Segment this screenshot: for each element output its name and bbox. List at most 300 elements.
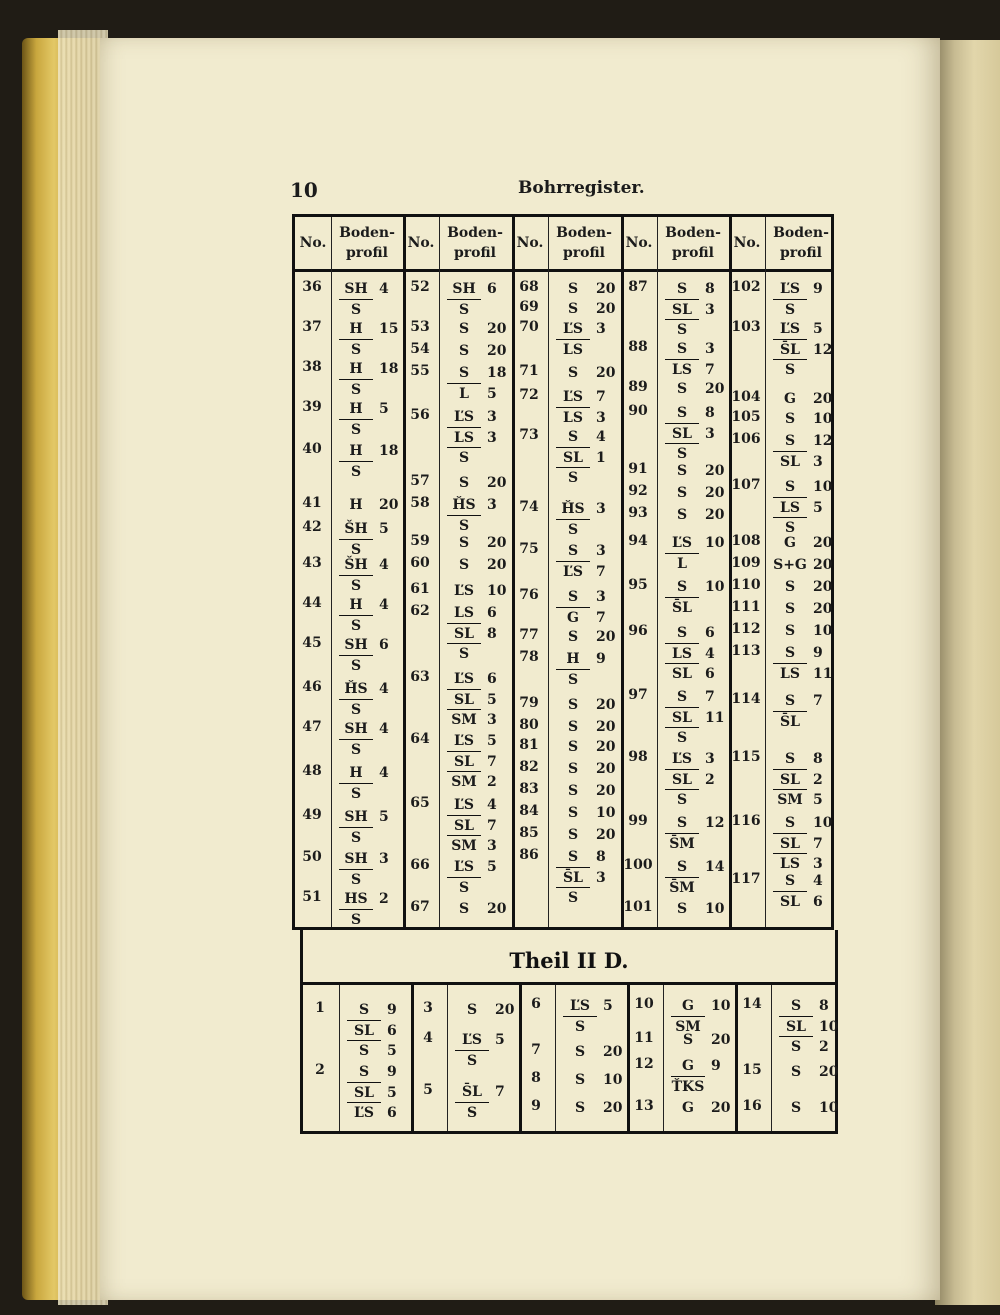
layer-thickness: 5	[813, 321, 823, 337]
layer-thickness: 5	[387, 1085, 397, 1101]
soil-code: SH	[344, 809, 368, 825]
soil-profile	[665, 339, 715, 379]
profile-layer	[447, 795, 497, 815]
layer-thickness: 8	[487, 626, 497, 642]
soil-profile	[339, 555, 389, 595]
layer-thickness: 18	[487, 365, 507, 381]
bore-number: 56	[410, 407, 430, 423]
profile-layer	[347, 1020, 397, 1040]
soil-code: S̄M	[665, 877, 699, 898]
soil-code: S	[339, 461, 373, 482]
profile-layer	[773, 279, 823, 299]
soil-code: S	[556, 669, 590, 690]
profile-layer	[339, 615, 379, 635]
layer-thickness: 14	[705, 859, 725, 875]
bore-number: 13	[634, 1098, 654, 1114]
profile-layer	[447, 689, 497, 709]
profile-layer	[447, 603, 497, 623]
layer-thickness: 4	[487, 797, 497, 813]
soil-code: S	[556, 467, 590, 488]
bore-number: 97	[628, 687, 648, 703]
profile-layer	[339, 461, 379, 481]
bore-number: 107	[731, 477, 761, 493]
soil-code: SH	[344, 721, 368, 737]
soil-profile	[773, 555, 832, 575]
header-no: No.	[733, 235, 761, 251]
soil-code: S	[567, 301, 579, 317]
soil-code: S	[458, 557, 470, 573]
soil-code: S	[574, 1100, 586, 1116]
layer-thickness: 2	[487, 774, 497, 790]
profile-layer	[339, 699, 379, 719]
layer-thickness: 20	[596, 281, 616, 297]
bore-number: 92	[628, 483, 648, 499]
bore-number: 87	[628, 279, 648, 295]
soil-code: S	[358, 1002, 370, 1018]
profile-layer	[779, 1098, 838, 1118]
profile-layer	[556, 717, 615, 737]
profile-layer	[339, 827, 379, 847]
profile-layer	[556, 627, 615, 647]
soil-profile	[556, 299, 615, 319]
soil-profile	[665, 687, 724, 747]
bore-number: 108	[731, 533, 761, 549]
header-profile	[548, 223, 620, 263]
soil-profile	[556, 759, 615, 779]
profile-layer	[773, 339, 832, 359]
layer-thickness: 20	[603, 1044, 623, 1060]
soil-code: S	[339, 909, 373, 930]
bore-number: 43	[302, 555, 322, 571]
profile-layer	[339, 399, 389, 419]
soil-code: G	[784, 535, 796, 551]
bore-number: 111	[731, 599, 761, 615]
bore-number: 113	[731, 643, 761, 659]
soil-code: S̄L	[462, 1084, 482, 1100]
profile-layer	[339, 783, 379, 803]
bore-number: 90	[628, 403, 648, 419]
soil-profile	[779, 1062, 838, 1082]
bore-number: 101	[623, 899, 653, 915]
profile-layer	[339, 575, 379, 595]
profile-layer	[556, 867, 606, 887]
soil-profile	[447, 341, 506, 361]
profile-layer	[665, 553, 705, 573]
profile-layer	[447, 299, 487, 319]
soil-code: S	[567, 281, 579, 297]
profile-layer	[339, 807, 389, 827]
bore-number: 115	[731, 749, 761, 765]
soil-profile	[339, 519, 389, 559]
bore-number: 93	[628, 505, 648, 521]
soil-code: S	[574, 1044, 586, 1060]
profile-layer	[671, 1076, 711, 1096]
bore-number: 53	[410, 319, 430, 335]
soil-code: SL	[773, 769, 807, 790]
bore-number: 91	[628, 461, 648, 477]
soil-code: S	[567, 697, 579, 713]
soil-profile	[347, 1062, 397, 1122]
soil-code: S	[347, 1040, 381, 1061]
soil-profile	[563, 1070, 622, 1090]
bore-number: 96	[628, 623, 648, 639]
layer-thickness: 3	[596, 870, 606, 886]
profile-layer	[339, 889, 389, 909]
layer-thickness: 9	[387, 1064, 397, 1080]
bore-number: 88	[628, 339, 648, 355]
profile-layer	[773, 853, 823, 873]
book-edge-right	[935, 40, 1000, 1305]
bore-number: 46	[302, 679, 322, 695]
soil-code: S	[447, 643, 481, 664]
layer-thickness: 2	[819, 1039, 829, 1055]
profile-layer	[347, 1040, 397, 1060]
soil-code: S	[779, 1036, 813, 1057]
bore-number: 12	[634, 1056, 654, 1072]
soil-code: S	[773, 359, 807, 380]
soil-code: ĽS	[454, 797, 474, 813]
profile-layer	[773, 711, 813, 731]
profile-layer	[773, 409, 832, 429]
soil-code: S	[682, 1032, 694, 1048]
soil-code: ĽS	[454, 733, 474, 749]
layer-thickness: 6	[379, 637, 389, 653]
soil-code: ĽS	[454, 859, 474, 875]
soil-code: ĽS	[563, 321, 583, 337]
profile-layer	[563, 1016, 603, 1036]
layer-thickness: 6	[487, 671, 497, 687]
profile-layer	[773, 643, 823, 663]
layer-thickness: 10	[813, 479, 833, 495]
profile-layer	[665, 461, 724, 481]
profile-layer	[556, 519, 596, 539]
profile-layer	[556, 541, 606, 561]
profile-layer	[671, 1030, 730, 1050]
profile-layer	[773, 769, 823, 789]
header-no: No.	[299, 235, 327, 251]
profile-layer	[455, 1030, 505, 1050]
layer-thickness: 18	[379, 443, 399, 459]
profile-layer	[665, 663, 715, 683]
soil-code: S̄L	[556, 867, 590, 888]
layer-thickness: 10	[813, 815, 833, 831]
bore-number: 103	[731, 319, 761, 335]
layer-thickness: 20	[596, 365, 616, 381]
soil-profile	[773, 749, 823, 809]
soil-profile	[339, 807, 389, 847]
soil-profile	[773, 871, 823, 911]
layer-thickness: 6	[387, 1105, 397, 1121]
profile-layer	[339, 339, 379, 359]
profile-layer	[556, 407, 606, 427]
bore-number: 54	[410, 341, 430, 357]
profile-layer	[665, 577, 724, 597]
layer-thickness: 10	[711, 998, 731, 1014]
soil-code: SL	[347, 1082, 381, 1103]
bore-number: 105	[731, 409, 761, 425]
bore-number: 85	[519, 825, 539, 841]
profile-layer	[773, 389, 832, 409]
soil-code: SL	[447, 689, 481, 710]
profile-layer	[773, 663, 832, 683]
profile-layer	[447, 581, 506, 601]
profile-layer	[563, 1098, 622, 1118]
layer-thickness: 20	[596, 827, 616, 843]
soil-code: LS	[665, 359, 699, 380]
soil-code: S	[676, 689, 688, 705]
soil-code: S	[339, 739, 373, 760]
bore-number: 70	[519, 319, 539, 335]
soil-code: LS	[556, 339, 590, 360]
soil-profile	[773, 643, 832, 683]
soil-code: ŤKS	[671, 1076, 705, 1097]
profile-layer	[447, 815, 497, 835]
bore-number: 76	[519, 587, 539, 603]
soil-profile	[665, 403, 715, 463]
bore-number: 60	[410, 555, 430, 571]
profile-layer	[773, 533, 832, 553]
layer-thickness: 20	[705, 381, 725, 397]
soil-code: ĽS	[454, 583, 474, 599]
column-rule	[447, 985, 448, 1131]
soil-profile	[773, 599, 832, 619]
profile-layer	[339, 595, 389, 615]
bore-number: 7	[531, 1042, 541, 1058]
bore-number: 74	[519, 499, 539, 515]
profile-layer	[447, 407, 497, 427]
layer-thickness: 11	[705, 710, 725, 726]
layer-thickness: 10	[819, 1100, 839, 1116]
header-profile-line: Boden-	[665, 225, 721, 241]
header-profile	[765, 223, 837, 263]
layer-thickness: 20	[487, 321, 507, 337]
header-profile-line: Boden-	[773, 225, 829, 241]
soil-code: S	[676, 281, 688, 297]
layer-thickness: 20	[487, 475, 507, 491]
profile-layer	[339, 555, 389, 575]
soil-profile	[556, 387, 606, 427]
bore-number: 15	[742, 1062, 762, 1078]
soil-profile	[339, 359, 398, 399]
bore-number: 47	[302, 719, 322, 735]
bore-number: 49	[302, 807, 322, 823]
soil-code: S̄M	[665, 833, 699, 854]
profile-layer	[339, 441, 398, 461]
bore-number: 84	[519, 803, 539, 819]
layer-thickness: 20	[487, 343, 507, 359]
soil-code: S	[447, 877, 481, 898]
bore-number: 71	[519, 363, 539, 379]
soil-code: S	[567, 429, 579, 445]
soil-code: S̄L	[665, 597, 699, 618]
layer-thickness: 15	[379, 321, 399, 337]
bore-number: 106	[731, 431, 761, 447]
soil-code: LS	[447, 427, 481, 448]
layer-thickness: 20	[813, 601, 833, 617]
soil-code: S	[556, 519, 590, 540]
bore-number: 69	[519, 299, 539, 315]
soil-profile	[556, 587, 606, 627]
bore-number: 100	[623, 857, 653, 873]
soil-profile	[671, 1098, 730, 1118]
bore-number: 51	[302, 889, 322, 905]
profile-layer	[556, 363, 615, 383]
layer-thickness: 3	[487, 497, 497, 513]
profile-layer	[556, 339, 596, 359]
layer-thickness: 7	[487, 818, 497, 834]
profile-layer	[556, 607, 606, 627]
profile-layer	[556, 299, 615, 319]
column-rule	[331, 217, 332, 927]
profile-layer	[447, 447, 487, 467]
profile-layer	[665, 319, 705, 339]
soil-code: S	[676, 815, 688, 831]
soil-code: SL	[447, 751, 481, 772]
bore-register-table	[292, 214, 834, 930]
profile-layer	[347, 1062, 397, 1082]
layer-thickness: 6	[705, 625, 715, 641]
bore-number: 9	[531, 1098, 541, 1114]
soil-profile	[773, 409, 832, 429]
header-profile-line: Boden-	[339, 225, 395, 241]
profile-layer	[447, 877, 487, 897]
profile-layer	[773, 891, 823, 911]
bore-number: 57	[410, 473, 430, 489]
soil-profile	[556, 627, 615, 647]
profile-layer	[556, 467, 596, 487]
profile-layer	[779, 1036, 829, 1056]
profile-layer	[339, 655, 379, 675]
header-profile-line: profil	[563, 245, 605, 261]
profile-layer	[347, 1102, 397, 1122]
layer-thickness: 20	[711, 1032, 731, 1048]
layer-thickness: 5	[487, 733, 497, 749]
profile-layer	[339, 495, 398, 515]
layer-thickness: 20	[596, 761, 616, 777]
soil-profile	[773, 279, 823, 319]
soil-code: S	[790, 1100, 802, 1116]
soil-profile	[556, 499, 606, 539]
bore-number: 94	[628, 533, 648, 549]
profile-layer	[447, 515, 487, 535]
layer-thickness: 8	[705, 281, 715, 297]
header-profile-line: profil	[454, 245, 496, 261]
soil-code: S	[676, 507, 688, 523]
layer-thickness: 7	[705, 362, 715, 378]
soil-code: S	[676, 463, 688, 479]
layer-thickness: 12	[813, 433, 833, 449]
soil-code: S	[447, 447, 481, 468]
layer-thickness: 10	[819, 1019, 839, 1035]
layer-thickness: 20	[705, 463, 725, 479]
soil-code: S	[784, 579, 796, 595]
header-profile-line: profil	[346, 245, 388, 261]
profile-layer	[671, 1098, 730, 1118]
soil-profile	[563, 1042, 622, 1062]
bore-number: 73	[519, 427, 539, 443]
bore-number: 37	[302, 319, 322, 335]
bore-number: 36	[302, 279, 322, 295]
soil-profile	[556, 541, 606, 581]
soil-profile	[556, 825, 615, 845]
soil-code: S	[665, 727, 699, 748]
profile-layer	[563, 1070, 622, 1090]
soil-code: S	[784, 411, 796, 427]
bore-number: 82	[519, 759, 539, 775]
layer-thickness: 20	[596, 719, 616, 735]
profile-layer	[556, 759, 615, 779]
soil-code: G	[682, 1100, 694, 1116]
layer-thickness: 20	[596, 629, 616, 645]
layer-thickness: 20	[711, 1100, 731, 1116]
soil-profile	[773, 431, 832, 471]
soil-profile	[556, 279, 615, 299]
soil-profile	[447, 581, 506, 601]
profile-layer	[773, 691, 823, 711]
bore-number: 55	[410, 363, 430, 379]
profile-layer	[447, 427, 497, 447]
layer-thickness: 3	[596, 321, 606, 337]
soil-code: SL	[773, 891, 807, 912]
layer-thickness: 9	[813, 281, 823, 297]
bore-number: 2	[315, 1062, 325, 1078]
profile-layer	[665, 727, 705, 747]
header-profile	[657, 223, 729, 263]
bore-number: 11	[634, 1030, 654, 1046]
soil-code: S	[676, 579, 688, 595]
layer-thickness: 3	[705, 426, 715, 442]
layer-thickness: 20	[495, 1002, 515, 1018]
soil-code: S	[567, 543, 579, 559]
profile-layer	[773, 497, 823, 517]
soil-code: G	[682, 998, 694, 1014]
soil-code: S	[790, 1064, 802, 1080]
bore-number: 58	[410, 495, 430, 511]
bore-number: 77	[519, 627, 539, 643]
bore-number: 10	[634, 996, 654, 1012]
profile-layer	[339, 419, 379, 439]
profile-layer	[339, 379, 379, 399]
soil-profile	[447, 603, 497, 663]
profile-layer	[556, 669, 596, 689]
soil-code: LS	[556, 407, 590, 428]
soil-profile	[665, 577, 724, 617]
profile-layer	[447, 669, 497, 689]
soil-code: S	[556, 887, 590, 908]
soil-profile	[447, 533, 506, 553]
soil-code: SL	[773, 833, 807, 854]
soil-code: H	[349, 497, 363, 513]
soil-code: ȞS	[452, 497, 476, 513]
profile-layer	[773, 599, 832, 619]
layer-thickness: 4	[813, 873, 823, 889]
soil-code: LS	[773, 497, 807, 518]
profile-layer	[447, 555, 506, 575]
profile-layer	[665, 623, 715, 643]
profile-layer	[779, 1062, 838, 1082]
soil-code: SL	[556, 447, 590, 468]
soil-profile	[339, 319, 398, 359]
profile-layer	[455, 1050, 495, 1070]
soil-code: SL	[447, 815, 481, 836]
soil-profile	[665, 749, 715, 809]
section-table	[300, 930, 838, 1134]
header-profile	[439, 223, 511, 263]
layer-thickness: 20	[705, 485, 725, 501]
soil-code: S	[563, 1016, 597, 1037]
layer-thickness: 5	[379, 401, 389, 417]
soil-code: S	[567, 629, 579, 645]
